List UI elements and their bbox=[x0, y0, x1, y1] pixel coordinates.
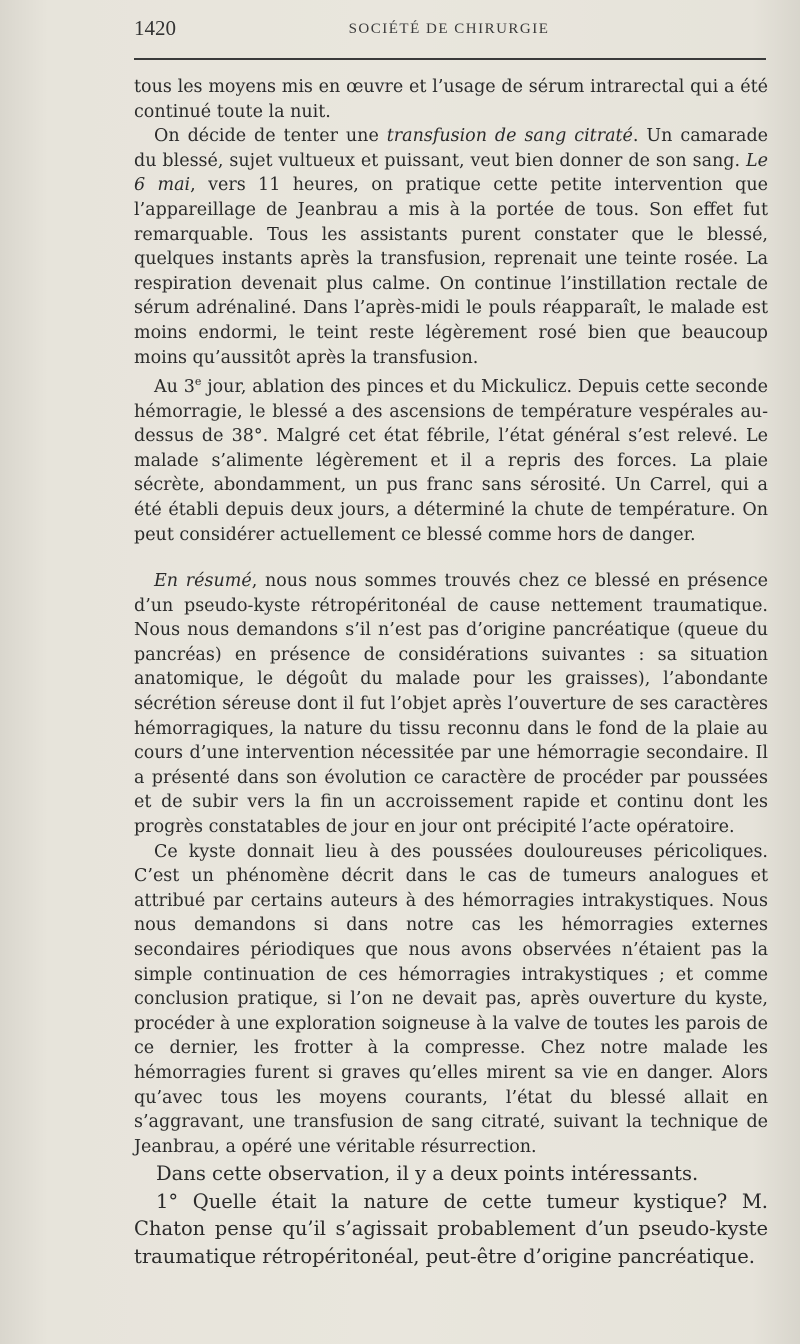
paragraph-first-point: 1° Quelle était la nature de cette tumeur kystique? M. Chaton pense qu’il s’agissait probablement d’un pseudo-kyste traumatique rétropéritonéal, peut-être d’origine pancréatique. bbox=[134, 1189, 768, 1268]
paragraph-cyst: Ce kyste donnait lieu à des poussées douloureuses péricoliques. C’est un phénomène décrit dans le cas de tumeurs analogues et attribué par certains auteurs à des hémorragies intrakystiques. Nous nous demandons si dans notre cas les hémorragies externes secondaires périodiques que nous avons observées n’étaient pas la simple continuation de ces hémorragies intrakystiques ; et comme conclusion pratique, si l’on ne devait pas, après ouverture du kyste, procéder à une exploration soigneuse à la valve de toutes les parois de ce dernier, les frotter à la compresse. Chez notre malade les hémorragies furent si graves qu’elles mirent sa vie en danger. Alors qu’avec tous les moyens courants, l’état du blessé allait en s’aggravant, une transfusion de sang citraté, suivant la technique de Jeanbrau, a opéré une véritable résurrection. bbox=[134, 841, 768, 1157]
header-rule bbox=[134, 58, 766, 60]
paragraph-continuation: tous les moyens mis en œuvre et l’usage de sérum intrarectal qui a été continué toute la nuit. bbox=[134, 77, 768, 122]
running-title: SOCIÉTÉ DE CHIRURGIE bbox=[348, 21, 550, 37]
page-header bbox=[134, 16, 764, 44]
page-number: 1420 bbox=[134, 16, 176, 40]
main-text bbox=[134, 75, 768, 1159]
paragraph-two-points: Dans cette observation, il y a deux points intéressants. bbox=[156, 1162, 699, 1185]
paragraph-third-day: Au 3e jour, ablation des pinces et du Mickulicz. Depuis cette seconde hémorragie, le blessé a des ascensions de température vespérales au-dessus de 38°. Malgré cet état fébrile, l’état général s’est relevé. Le malade s’alimente légèrement et il a repris des forces. La plaie sécrète, abondamment, un pus franc sans sérosité. Un Carrel, qui a été établi depuis deux jours, a déterminé la chute de température. On peut considérer actuellement ce blessé comme hors de danger. bbox=[134, 375, 769, 545]
paragraph-summary: En résumé, nous nous sommes trouvés chez ce blessé en présence d’un pseudo-kyste rétropéritonéal de cause nettement traumatique. Nous nous demandons s’il n’est pas d’origine pancréatique (queue du pancréas) en présence de considérations suivantes : sa situation anatomique, le dégoût du malade pour les graisses), l’abondante sécrétion séreuse dont il fut l’objet après l’ouverture de ses caractères hémorragiques, la nature du tissu reconnu dans le fond de la plaie au cours d’une intervention nécessitée par une hémorragie secondaire. Il a présenté dans son évolution ce caractère de procéder par poussées et de subir vers la fin un accroissement rapide et continu dont les progrès constatables de jour en jour ont précipité l’acte opératoire. bbox=[134, 571, 768, 838]
discussion-text bbox=[134, 1160, 768, 1270]
paragraph-transfusion: On décide de tenter une transfusion de sang citraté. Un camarade du blessé, sujet vultueux et puissant, veut bien donner de son sang. Le 6 mai, vers 11 heures, on pratique cette petite intervention que l’appareillage de Jeanbrau a mis à la portée de tous. Son effet fut remarquable. Tous les assistants purent constater que le blessé, quelques instants après la transfusion, reprenait une teinte rosée. La respiration devenait plus calme. On continue l’instillation rectale de sérum adrénaliné. Dans l’après-midi le pouls réapparaît, le malade est moins endormi, le teint reste légèrement rosé bien que beaucoup moins qu’aussitôt après la transfusion. bbox=[134, 126, 769, 368]
